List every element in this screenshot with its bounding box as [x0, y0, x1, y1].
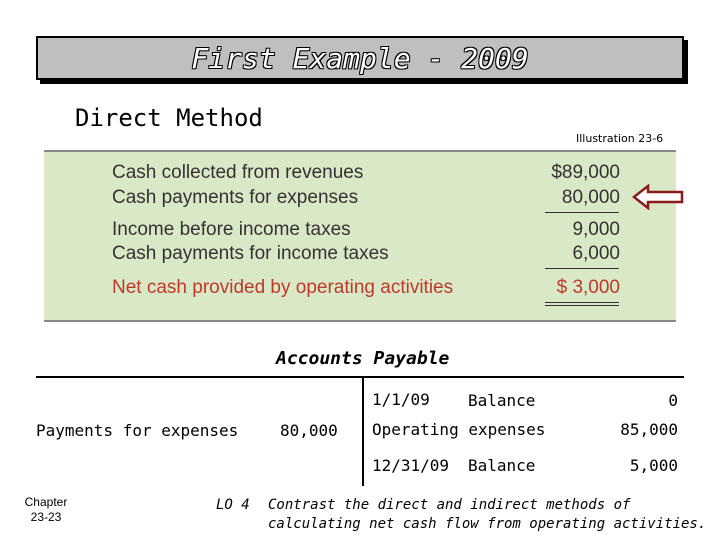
t-account-title: Accounts Payable	[276, 348, 450, 369]
credit-label: Balance	[468, 391, 536, 410]
subtotal-underline	[545, 212, 619, 213]
statement-row	[112, 243, 620, 267]
statement-row	[112, 162, 620, 186]
chapter-text: Chapter	[24, 495, 68, 509]
row-amount: 80,000	[561, 187, 620, 208]
slide-title-box	[36, 36, 684, 80]
total-double-underline	[545, 305, 619, 306]
row-label: Income before income taxes	[112, 219, 351, 240]
credit-amount: 0	[668, 391, 678, 410]
row-amount: $89,000	[551, 162, 620, 183]
slide-subtitle: Direct Method	[75, 104, 263, 132]
statement-row	[112, 187, 620, 211]
credit-label: Operating expenses	[372, 420, 546, 439]
credit-label: Balance	[468, 456, 536, 475]
row-amount: $ 3,000	[556, 277, 620, 298]
row-amount: 9,000	[572, 219, 620, 240]
debit-label: Payments for expenses	[36, 421, 239, 440]
row-label: Cash payments for expenses	[112, 187, 359, 208]
credit-date: 1/1/09	[372, 390, 430, 409]
slide-title: First Example - 2009	[191, 41, 529, 75]
credit-amount: 85,000	[620, 420, 678, 439]
lo-number: LO 4	[216, 497, 250, 513]
t-account-top-line	[36, 376, 684, 378]
subtotal-underline	[545, 268, 619, 269]
row-label: Net cash provided by operating activities	[112, 277, 454, 298]
row-amount: 6,000	[572, 243, 620, 264]
left-arrow-icon	[632, 184, 684, 210]
illustration-label: Illustration 23-6	[576, 132, 664, 145]
row-label: Cash payments for income taxes	[112, 243, 389, 264]
credit-date: 12/31/09	[372, 456, 450, 475]
statement-row-net	[112, 277, 620, 301]
t-account-divider	[362, 376, 364, 486]
chapter-label	[14, 495, 78, 525]
row-label: Cash collected from revenues	[112, 162, 364, 183]
credit-amount: 5,000	[629, 456, 678, 475]
total-underline	[545, 302, 619, 303]
debit-amount: 80,000	[280, 421, 338, 440]
chapter-number: 23-23	[30, 510, 62, 524]
statement-row	[112, 219, 620, 243]
lo-text: Contrast the direct and indirect methods of calculating net cash flow from operating activities.	[268, 497, 707, 532]
